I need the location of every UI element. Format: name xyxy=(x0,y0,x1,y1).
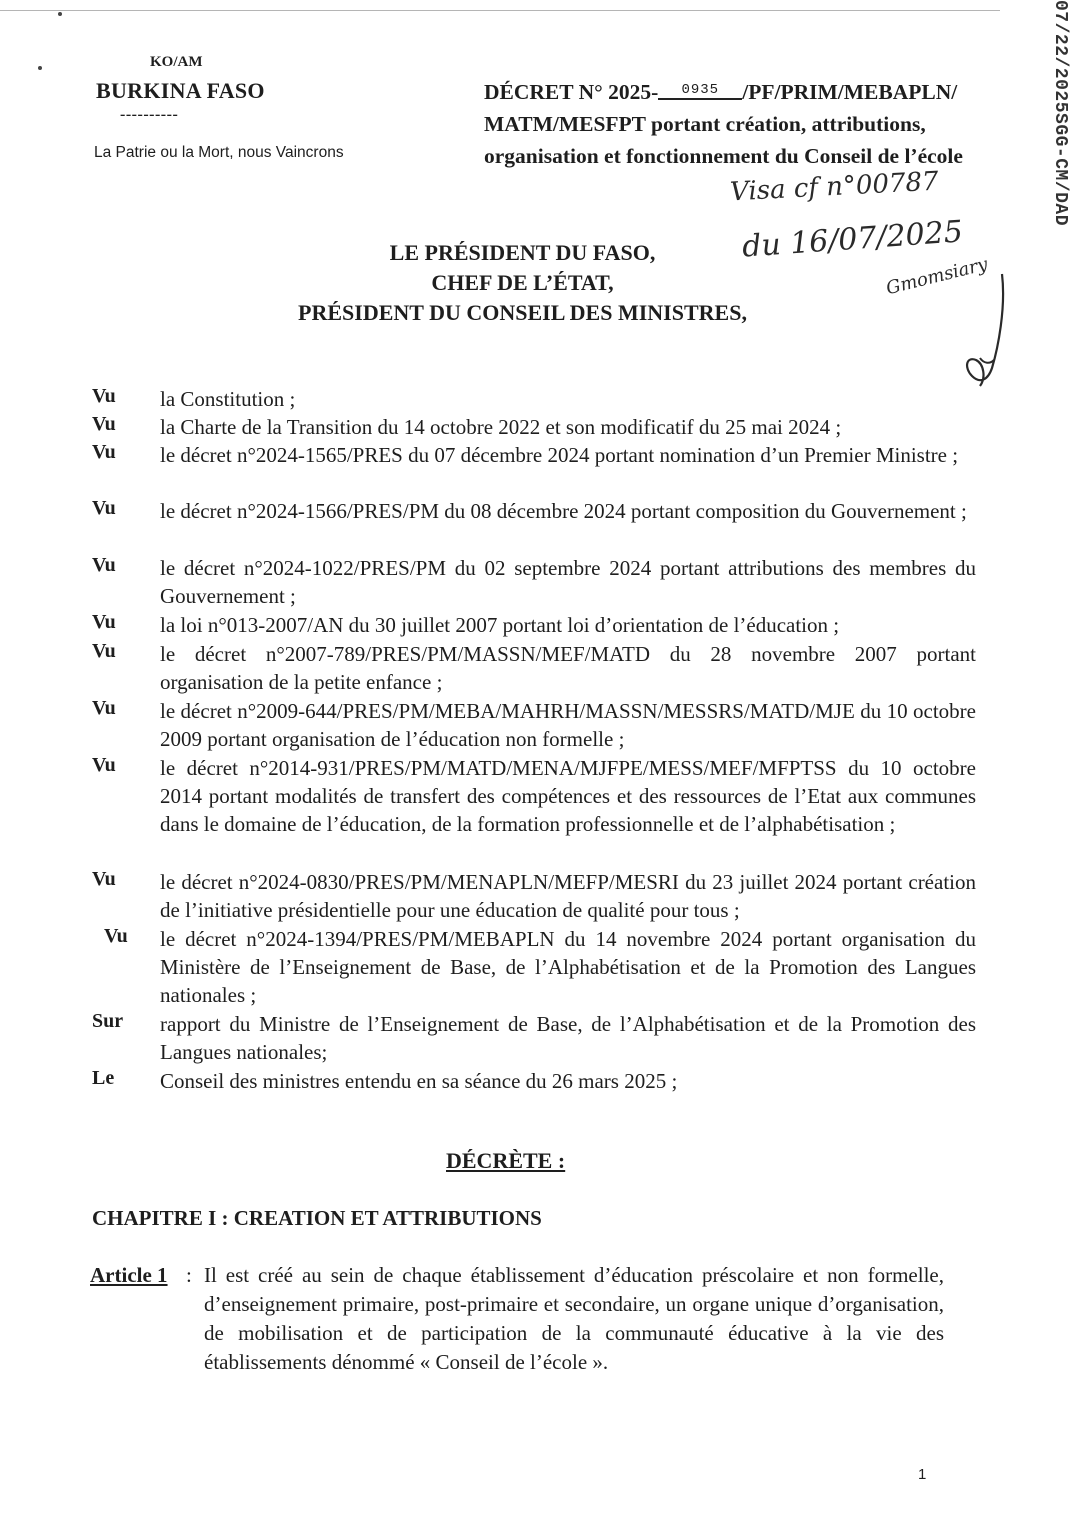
consideration-keyword: Vu xyxy=(92,611,116,633)
consideration-text: Conseil des ministres entendu en sa séance du 26 mars 2025 ; xyxy=(160,1069,678,1093)
consideration-keyword: Sur xyxy=(92,1010,124,1032)
consideration-keyword: Vu xyxy=(92,554,116,576)
country-name: BURKINA FASO xyxy=(96,78,265,103)
consideration-text: la loi n°013-2007/AN du 30 juillet 2007 portant loi d’orientation de l’éducation ; xyxy=(160,613,840,637)
consideration-keyword: Vu xyxy=(92,441,116,463)
consideration-text: le décret n°2024-1394/PRES/PM/MEBAPLN du 14 novembre 2024 portant organisation du Ministère de l’Enseignement de Base, de l’Alphabétisation et de la Promotion des Langues nationales ; xyxy=(160,927,976,1007)
consideration-text: le décret n°2024-1022/PRES/PM du 02 septembre 2024 portant attributions des membres du Gouvernement ; xyxy=(160,556,976,608)
chapter-heading: CHAPITRE I : CREATION ET ATTRIBUTIONS xyxy=(92,1206,542,1230)
president-heading xyxy=(270,238,775,328)
consideration-keyword: Vu xyxy=(92,497,116,519)
consideration-keyword: Vu xyxy=(92,640,116,662)
consideration-keyword: Vu xyxy=(92,385,116,407)
consideration-text: le décret n°2024-0830/PRES/PM/MENAPLN/MEFP/MESRI du 23 juillet 2024 portant création de l’initiative présidentielle pour une éducation de qualité pour tous ; xyxy=(160,870,976,922)
reference-initials: KO/AM xyxy=(150,54,203,70)
article-colon: : xyxy=(186,1263,192,1287)
consideration-text: le décret n°2007-789/PRES/PM/MASSN/MEF/MATD du 28 novembre 2007 portant organisation de la petite enfance ; xyxy=(160,642,976,694)
scan-speck xyxy=(38,66,42,70)
article-text: Il est créé au sein de chaque établissement d’éducation préscolaire et non formelle, d’enseignement primaire, post-primaire et secondaire, un organe unique d’organisation, de mobilisation et de participation de la communauté éducative à la vie des établissements dénommé « Conseil de l’école ». xyxy=(204,1263,944,1374)
decrete-heading: DÉCRÈTE : xyxy=(446,1148,566,1173)
consideration-text: la Constitution ; xyxy=(160,387,296,411)
decree-title xyxy=(484,76,1044,172)
consideration-keyword: Vu xyxy=(92,697,116,719)
consideration-text: le décret n°2024-1566/PRES/PM du 08 décembre 2024 portant composition du Gouvernement ; xyxy=(160,499,967,523)
decree-suffix: /PF/PRIM/MEBAPLN/ xyxy=(742,80,958,104)
handwritten-signature-name: Gmomsiary xyxy=(884,253,990,300)
president-line3: PRÉSIDENT DU CONSEIL DES MINISTRES, xyxy=(298,300,747,325)
consideration-text: la Charte de la Transition du 14 octobre 2022 et son modificatif du 25 mai 2024 ; xyxy=(160,415,842,439)
consideration-keyword: Vu xyxy=(92,868,116,890)
decree-title-line3: organisation et fonctionnement du Conseil de l’école xyxy=(484,144,963,168)
article-label: Article 1 xyxy=(90,1263,168,1287)
page-top-edge xyxy=(0,10,1000,11)
president-line1: LE PRÉSIDENT DU FASO, xyxy=(389,240,656,265)
registration-stamp: 07/22/2025SGG-CM/DAD xyxy=(1050,0,1070,227)
consideration-keyword: Le xyxy=(92,1067,115,1089)
national-motto: La Patrie ou la Mort, nous Vaincrons xyxy=(94,144,344,161)
visa-annotation-line1: Visa cf n°00787 xyxy=(729,166,940,208)
consideration-keyword: Vu xyxy=(104,925,128,947)
consideration-keyword: Vu xyxy=(92,754,116,776)
handwritten-signature-mark xyxy=(950,268,1020,392)
page-number: 1 xyxy=(918,1466,927,1483)
consideration-text: rapport du Ministre de l’Enseignement de Base, de l’Alphabétisation et de la Promotion des Langues nationales; xyxy=(160,1012,976,1064)
president-line2: CHEF DE L’ÉTAT, xyxy=(431,270,614,295)
consideration-text: le décret n°2014-931/PRES/PM/MATD/MENA/MJFPE/MESS/MEF/MFPTSS du 10 octobre 2014 portant modalités de transfert des compétences et des ressources de l’Etat aux communes dans le domaine de l’éducation, de la formation professionnelle et de l’alphabétisation ; xyxy=(160,756,976,836)
consideration-keyword: Vu xyxy=(92,413,116,435)
consideration-text: le décret n°2009-644/PRES/PM/MEBA/MAHRH/MASSN/MESSRS/MATD/MJE du 10 octobre 2009 portant organisation de l’éducation non formelle ; xyxy=(160,699,976,751)
decree-prefix: DÉCRET N° 2025- xyxy=(484,80,659,104)
consideration-text: le décret n°2024-1565/PRES du 07 décembre 2024 portant nomination d’un Premier Ministre ; xyxy=(160,443,959,467)
scan-speck xyxy=(58,12,62,16)
decree-title-line2: MATM/MESFPT portant création, attributions, xyxy=(484,112,926,136)
decree-number: 0935 xyxy=(658,82,742,100)
header-separator: ---------- xyxy=(120,106,179,123)
visa-annotation-line2: du 16/07/2025 xyxy=(741,214,964,265)
